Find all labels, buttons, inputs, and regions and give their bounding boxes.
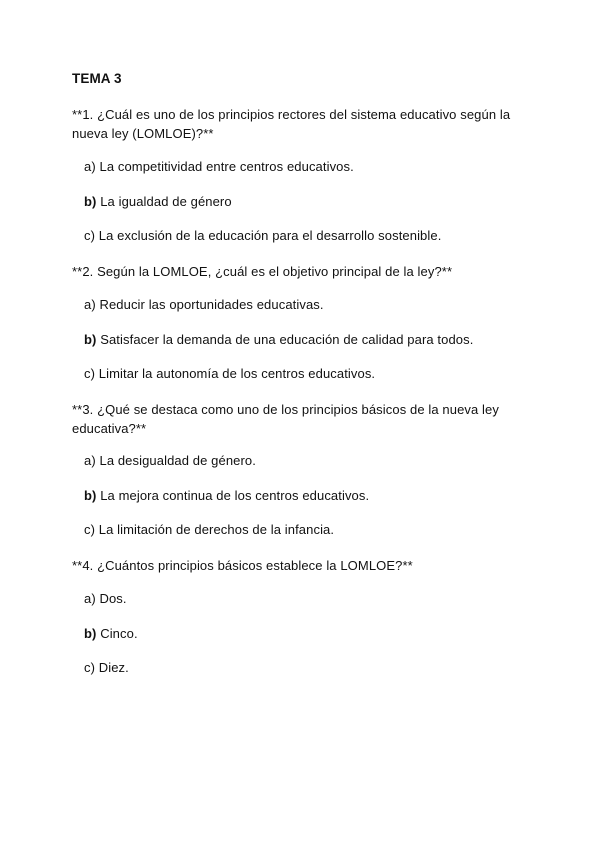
option-text: Dos.	[99, 591, 127, 606]
option-letter: b)	[84, 332, 97, 347]
question-4: **4. ¿Cuántos principios básicos establece la LOMLOE?**	[72, 558, 413, 573]
option-letter: c)	[84, 522, 96, 537]
question-2: **2. Según la LOMLOE, ¿cuál es el objetivo principal de la ley?**	[72, 264, 453, 279]
option-text: Reducir las oportunidades educativas.	[99, 297, 324, 312]
option-text: La desigualdad de género.	[99, 453, 256, 468]
question-2-option-a	[84, 297, 324, 312]
document-title: TEMA 3	[72, 71, 122, 86]
option-letter: b)	[84, 194, 97, 209]
question-4-option-a	[84, 591, 127, 606]
option-letter: c)	[84, 228, 96, 243]
option-letter: a)	[84, 591, 96, 606]
question-4-option-b	[84, 626, 138, 641]
option-text: Cinco.	[100, 626, 138, 641]
option-text: Diez.	[98, 660, 129, 675]
option-text: Limitar la autonomía de los centros educativos.	[98, 366, 376, 381]
option-letter: a)	[84, 297, 96, 312]
option-text: La limitación de derechos de la infancia.	[98, 522, 335, 537]
question-1-option-c	[84, 228, 441, 243]
option-text: La igualdad de género	[100, 194, 232, 209]
question-4-option-c	[84, 660, 129, 675]
option-text: La exclusión de la educación para el desarrollo sostenible.	[98, 228, 442, 243]
option-text: La mejora continua de los centros educativos.	[100, 488, 370, 503]
question-3: **3. ¿Qué se destaca como uno de los principios básicos de la nueva ley educativa?**	[72, 402, 499, 436]
option-letter: b)	[84, 626, 97, 641]
question-2-option-c	[84, 366, 375, 381]
question-1-option-b	[84, 194, 232, 209]
option-text: La competitividad entre centros educativos.	[99, 159, 354, 174]
option-letter: b)	[84, 488, 97, 503]
option-letter: c)	[84, 366, 96, 381]
option-letter: c)	[84, 660, 96, 675]
question-3-option-b	[84, 488, 369, 503]
question-3-option-c	[84, 522, 334, 537]
question-3-option-a	[84, 453, 256, 468]
question-1: **1. ¿Cuál es uno de los principios rectores del sistema educativo según la nueva ley (LOMLOE)?**	[72, 107, 511, 141]
option-letter: a)	[84, 453, 96, 468]
question-2-option-b	[84, 332, 473, 347]
option-letter: a)	[84, 159, 96, 174]
question-1-option-a	[84, 159, 354, 174]
option-text: Satisfacer la demanda de una educación de calidad para todos.	[100, 332, 474, 347]
